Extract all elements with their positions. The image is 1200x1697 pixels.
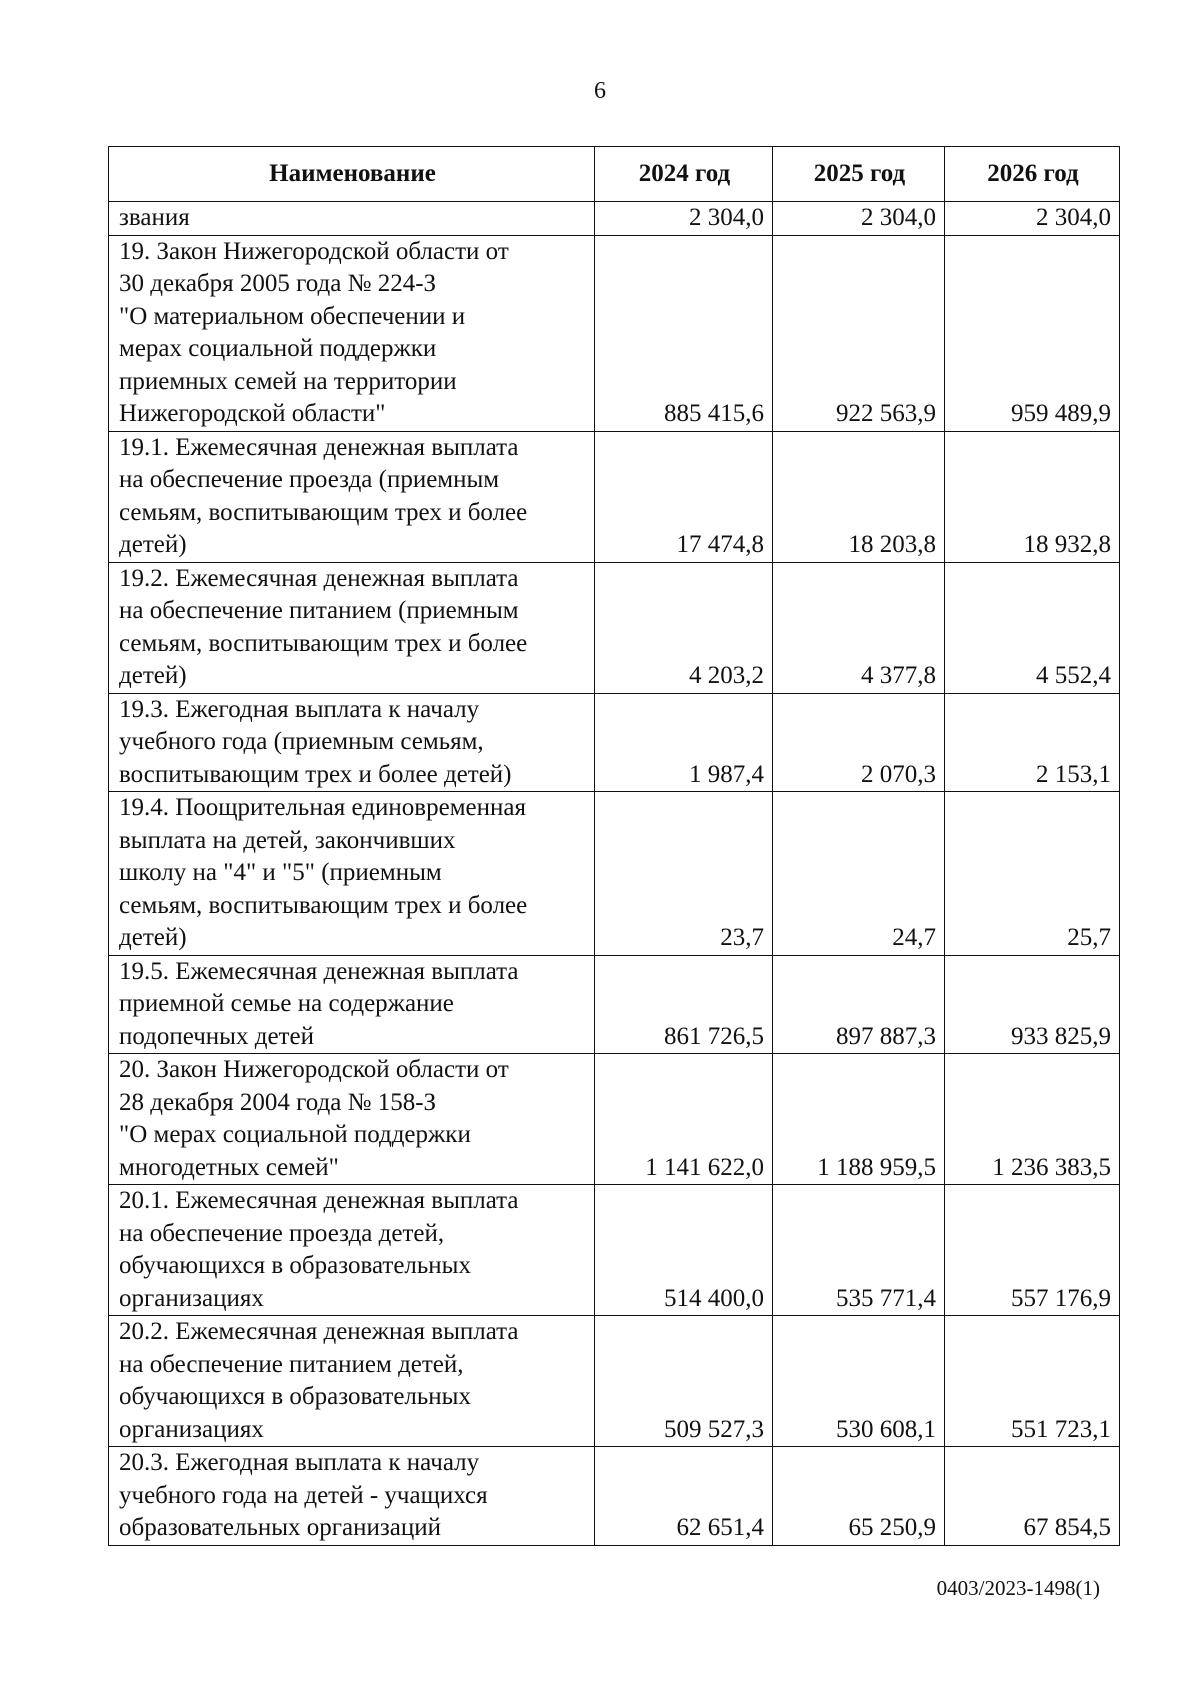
value-2026-cell: 2 153,1	[945, 693, 1120, 792]
value-2024-cell: 1 987,4	[595, 693, 773, 792]
value-2025-cell: 922 563,9	[773, 235, 945, 431]
header-2024: 2024 год	[595, 147, 773, 202]
value-2025-cell: 2 070,3	[773, 693, 945, 792]
value-2026-cell: 25,7	[945, 792, 1120, 956]
row-name-cell: 20.1. Ежемесячная денежная выплата на обеспечение проезда детей, обучающихся в образовательных организациях	[109, 1185, 595, 1316]
row-name-cell: 19.2. Ежемесячная денежная выплата на обеспечение питанием (приемным семьям, воспитывающим трех и более детей)	[109, 562, 595, 693]
row-name-cell: 20.2. Ежемесячная денежная выплата на обеспечение питанием детей, обучающихся в образовательных организациях	[109, 1316, 595, 1447]
value-2024-cell: 23,7	[595, 792, 773, 956]
page-number: 6	[594, 78, 606, 104]
value-2025-cell: 4 377,8	[773, 562, 945, 693]
row-name-cell: звания	[109, 202, 595, 236]
value-2024-cell: 885 415,6	[595, 235, 773, 431]
value-2025-cell: 535 771,4	[773, 1185, 945, 1316]
table-row	[109, 1447, 1120, 1546]
table-row	[109, 1185, 1120, 1316]
header-2025: 2025 год	[773, 147, 945, 202]
value-2026-cell: 67 854,5	[945, 1447, 1120, 1546]
table-row	[109, 792, 1120, 956]
value-2026-cell: 557 176,9	[945, 1185, 1120, 1316]
row-name-cell: 19.5. Ежемесячная денежная выплата приемной семье на содержание подопечных детей	[109, 955, 595, 1054]
table-row	[109, 693, 1120, 792]
value-2026-cell: 18 932,8	[945, 431, 1120, 562]
table-row	[109, 562, 1120, 693]
value-2025-cell: 65 250,9	[773, 1447, 945, 1546]
value-2024-cell: 861 726,5	[595, 955, 773, 1054]
value-2026-cell: 933 825,9	[945, 955, 1120, 1054]
header-name: Наименование	[109, 147, 595, 202]
table-body	[109, 202, 1120, 1546]
budget-table	[108, 146, 1120, 1546]
table-row	[109, 235, 1120, 431]
value-2025-cell: 897 887,3	[773, 955, 945, 1054]
value-2026-cell: 4 552,4	[945, 562, 1120, 693]
table-header-row	[109, 147, 1120, 202]
value-2025-cell: 18 203,8	[773, 431, 945, 562]
row-name-cell: 19.3. Ежегодная выплата к началу учебного года (приемным семьям, воспитывающим трех и более детей)	[109, 693, 595, 792]
value-2024-cell: 1 141 622,0	[595, 1054, 773, 1185]
header-2026: 2026 год	[945, 147, 1120, 202]
table-row	[109, 1054, 1120, 1185]
value-2024-cell: 514 400,0	[595, 1185, 773, 1316]
table-row	[109, 1316, 1120, 1447]
value-2024-cell: 17 474,8	[595, 431, 773, 562]
value-2024-cell: 62 651,4	[595, 1447, 773, 1546]
row-name-cell: 19.4. Поощрительная единовременная выплата на детей, закончивших школу на "4" и "5" (приемным семьям, воспитывающим трех и более детей)	[109, 792, 595, 956]
value-2025-cell: 24,7	[773, 792, 945, 956]
table-row	[109, 955, 1120, 1054]
table-row	[109, 431, 1120, 562]
row-name-cell: 19. Закон Нижегородской области от 30 декабря 2005 года № 224-З "О материальном обеспечении и мерах социальной поддержки приемных семей на территории Нижегородской области"	[109, 235, 595, 431]
value-2025-cell: 1 188 959,5	[773, 1054, 945, 1185]
value-2024-cell: 4 203,2	[595, 562, 773, 693]
value-2026-cell: 1 236 383,5	[945, 1054, 1120, 1185]
document-code: 0403/2023-1498(1)	[936, 1576, 1100, 1600]
row-name-cell: 20.3. Ежегодная выплата к началу учебного года на детей - учащихся образовательных организаций	[109, 1447, 595, 1546]
value-2025-cell: 2 304,0	[773, 202, 945, 236]
value-2025-cell: 530 608,1	[773, 1316, 945, 1447]
value-2024-cell: 509 527,3	[595, 1316, 773, 1447]
row-name-cell: 19.1. Ежемесячная денежная выплата на обеспечение проезда (приемным семьям, воспитывающим трех и более детей)	[109, 431, 595, 562]
row-name-cell: 20. Закон Нижегородской области от 28 декабря 2004 года № 158-З "О мерах социальной поддержки многодетных семей"	[109, 1054, 595, 1185]
value-2024-cell: 2 304,0	[595, 202, 773, 236]
value-2026-cell: 959 489,9	[945, 235, 1120, 431]
table-row	[109, 202, 1120, 236]
value-2026-cell: 551 723,1	[945, 1316, 1120, 1447]
value-2026-cell: 2 304,0	[945, 202, 1120, 236]
